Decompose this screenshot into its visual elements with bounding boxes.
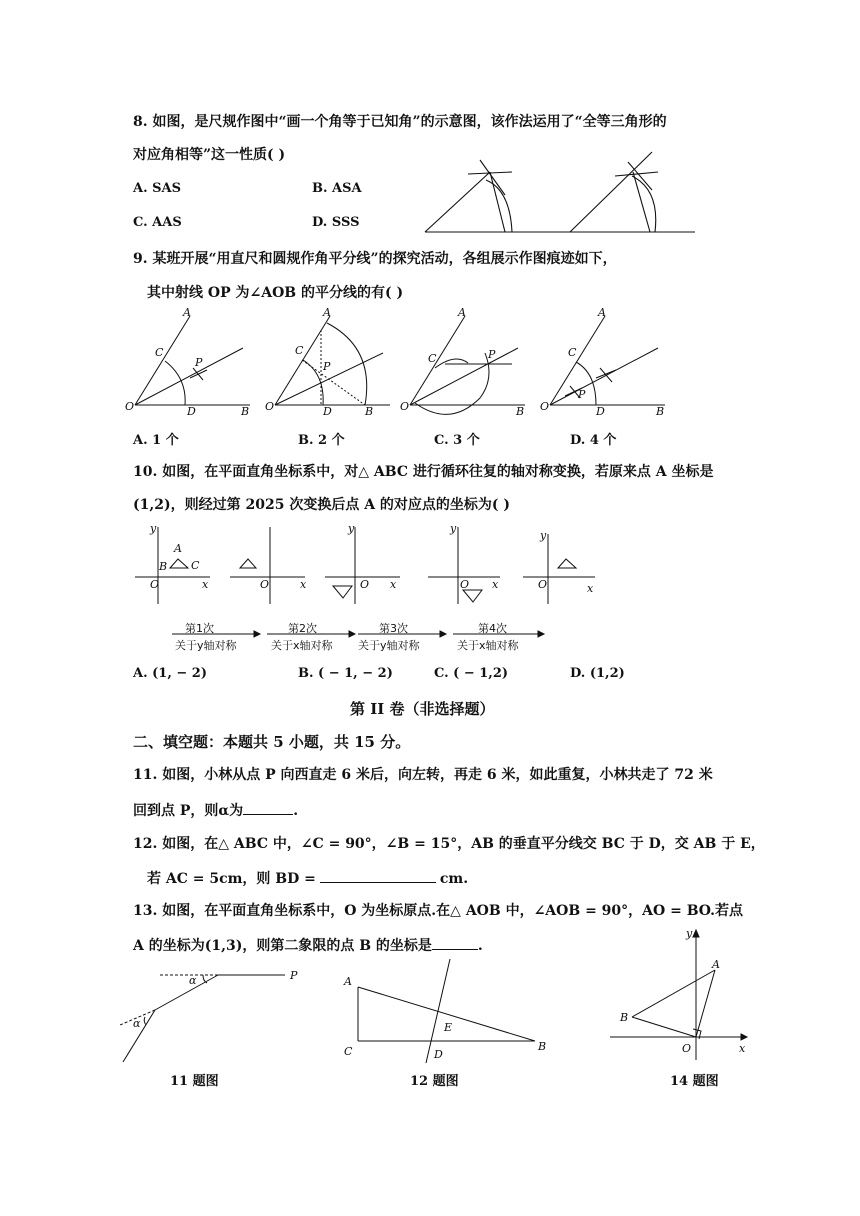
q12-line2a: 若 AC = 5cm，则 BD =	[147, 871, 316, 887]
part2-title: 二、填空题：本题共 5 小题，共 15 分。	[133, 733, 411, 751]
q9-f4-label-o: O	[540, 400, 550, 413]
fig14-label-x: x	[739, 1042, 746, 1055]
q8-line1: 8. 如图，是尺规作图中“画一个角等于已知角”的示意图，该作法运用了“全等三角形的	[133, 114, 667, 130]
section-title: 第 II 卷（非选择题）	[350, 700, 495, 718]
fig11-label-alpha1: α	[189, 974, 197, 987]
q9-f1-label-o: O	[125, 400, 135, 413]
fig12-label-d: D	[434, 1048, 443, 1061]
q10-step2-top: 第2次	[288, 622, 317, 635]
fig14-label-a: A	[712, 958, 720, 971]
q9-option-a: A. 1 个	[133, 433, 179, 448]
q10-p5-x-label: x	[587, 582, 594, 595]
q9-f1-label-b: B	[241, 405, 250, 418]
q10-p1-x-label: x	[202, 578, 209, 591]
q10-p1-c-label: C	[191, 559, 200, 572]
fig11-caption: 11 题图	[170, 1074, 219, 1089]
q9-line1: 9. 某班开展“用直尺和圆规作角平分线”的探究活动，各组展示作图痕迹如下，	[133, 251, 617, 267]
q9-f1-label-a: A	[183, 306, 191, 319]
q8-option-c: C. AAS	[133, 215, 182, 230]
q9-f3-label-p: P	[488, 348, 496, 361]
q9-figure-1	[125, 308, 255, 418]
q9-f2-label-b: B	[365, 405, 374, 418]
q10-line2: (1,2)，则经过第 2025 次变换后点 A 的对应点的坐标为( )	[133, 497, 511, 513]
q9-figure-2	[265, 308, 395, 418]
q13-line1: 13. 如图，在平面直角坐标系中，O 为坐标原点.在△ AOB 中，∠AOB = 90°，AO = BO.若点	[133, 903, 744, 919]
fig11-label-alpha2: α	[133, 1017, 141, 1030]
fig14-label-o: O	[682, 1042, 692, 1055]
q9-option-d: D. 4 个	[570, 433, 617, 448]
q10-option-b: B. ( − 1, − 2)	[298, 666, 393, 681]
q10-step1-bottom: 关于y轴对称	[175, 639, 237, 652]
q8-figure	[420, 150, 700, 240]
q12-line2	[147, 868, 468, 888]
q11-answer-blank[interactable]	[243, 800, 293, 815]
q10-step4-top: 第4次	[478, 622, 507, 635]
q9-f4-label-b: B	[656, 405, 665, 418]
fig12-label-b: B	[538, 1040, 547, 1053]
fig11-label-p: P	[290, 969, 298, 982]
q9-f4-label-c: C	[568, 346, 577, 359]
fig12-caption: 12 题图	[410, 1074, 459, 1089]
q10-p3-y-label: y	[348, 522, 355, 535]
q9-f4-label-d: D	[596, 405, 605, 418]
q10-p1-a-label: A	[174, 542, 182, 555]
q9-f1-label-d: D	[187, 405, 196, 418]
q11-line2a: 回到点 P，则α为	[133, 803, 244, 819]
q9-f4-label-p: P	[578, 388, 586, 401]
q10-option-a: A. (1, − 2)	[133, 666, 208, 681]
q10-option-d: D. (1,2)	[570, 666, 625, 681]
q11-line2b: .	[293, 803, 299, 819]
q9-f1-label-p: P	[195, 356, 203, 369]
q10-p3-x-label: x	[390, 578, 397, 591]
q8-option-b: B. ASA	[312, 181, 362, 196]
q9-f3-label-c: C	[428, 352, 437, 365]
q11-line2	[133, 800, 298, 820]
fig14	[600, 925, 755, 1065]
q10-p3-o-label: O	[360, 578, 370, 591]
q8-option-a: A. SAS	[133, 181, 182, 196]
fig12-label-e: E	[444, 1021, 453, 1034]
q13-answer-blank[interactable]	[432, 935, 478, 950]
q9-option-b: B. 2 个	[298, 433, 345, 448]
q9-f3-label-o: O	[400, 400, 410, 413]
q9-figure-3	[400, 308, 530, 418]
fig14-caption: 14 题图	[670, 1074, 719, 1089]
q13-line2	[133, 935, 483, 955]
q9-f2-label-c: C	[295, 344, 304, 357]
fig12-label-a: A	[344, 975, 352, 988]
q9-f4-label-a: A	[598, 306, 606, 319]
q10-p4-o-label: O	[460, 578, 470, 591]
q12-line1: 12. 如图，在△ ABC 中，∠C = 90°，∠B = 15°，AB 的垂直平分线交 BC 于 D，交 AB 于 E，	[133, 836, 765, 852]
fig14-label-y: y	[686, 927, 693, 940]
q10-p2-x-label: x	[300, 578, 307, 591]
q9-figure-4	[540, 308, 670, 418]
q9-f2-label-p: P	[323, 360, 331, 373]
q10-p5-y-label: y	[540, 529, 547, 542]
q10-p4-x-label: x	[492, 578, 499, 591]
q10-option-c: C. ( − 1,2)	[434, 666, 509, 681]
fig14-label-b: B	[620, 1011, 629, 1024]
fig12	[340, 955, 555, 1065]
fig11	[115, 965, 305, 1065]
q10-p1-b-label: B	[159, 560, 168, 573]
q10-p2-o-label: O	[260, 578, 270, 591]
q9-f3-label-a: A	[458, 306, 466, 319]
q9-f1-label-c: C	[155, 346, 164, 359]
q11-line1: 11. 如图，小林从点 P 向西直走 6 米后，向左转，再走 6 米，如此重复，小林共走了 72 米	[133, 767, 713, 783]
q9-line2: 其中射线 OP 为∠AOB 的平分线的有( )	[147, 285, 404, 301]
q12-line2b: cm.	[439, 871, 469, 887]
q10-p4-y-label: y	[450, 522, 457, 535]
q9-f2-label-d: D	[323, 405, 332, 418]
q10-step3-bottom: 关于y轴对称	[358, 639, 420, 652]
q8-line2: 对应角相等”这一性质( )	[133, 147, 286, 163]
q9-f2-label-o: O	[265, 400, 275, 413]
q10-step3-top: 第3次	[379, 622, 408, 635]
q10-p5-o-label: O	[538, 578, 548, 591]
q13-line2a: A 的坐标为(1,3)，则第二象限的点 B 的坐标是	[133, 938, 432, 954]
q9-f3-label-b: B	[516, 405, 525, 418]
q10-p1-y-label: y	[150, 522, 157, 535]
q10-step2-bottom: 关于x轴对称	[271, 639, 333, 652]
q10-line1: 10. 如图，在平面直角坐标系中，对△ ABC 进行循环往复的轴对称变换，若原来点 A 坐标是	[133, 464, 714, 480]
fig12-label-c: C	[344, 1045, 353, 1058]
q12-answer-blank[interactable]	[320, 868, 436, 883]
q10-step1-top: 第1次	[185, 622, 214, 635]
q13-line2b: .	[477, 938, 483, 954]
q9-option-c: C. 3 个	[434, 433, 480, 448]
q10-p1-o-label: O	[150, 578, 160, 591]
q8-option-d: D. SSS	[312, 215, 360, 230]
q9-f2-label-a: A	[323, 306, 331, 319]
q10-step4-bottom: 关于x轴对称	[457, 639, 519, 652]
